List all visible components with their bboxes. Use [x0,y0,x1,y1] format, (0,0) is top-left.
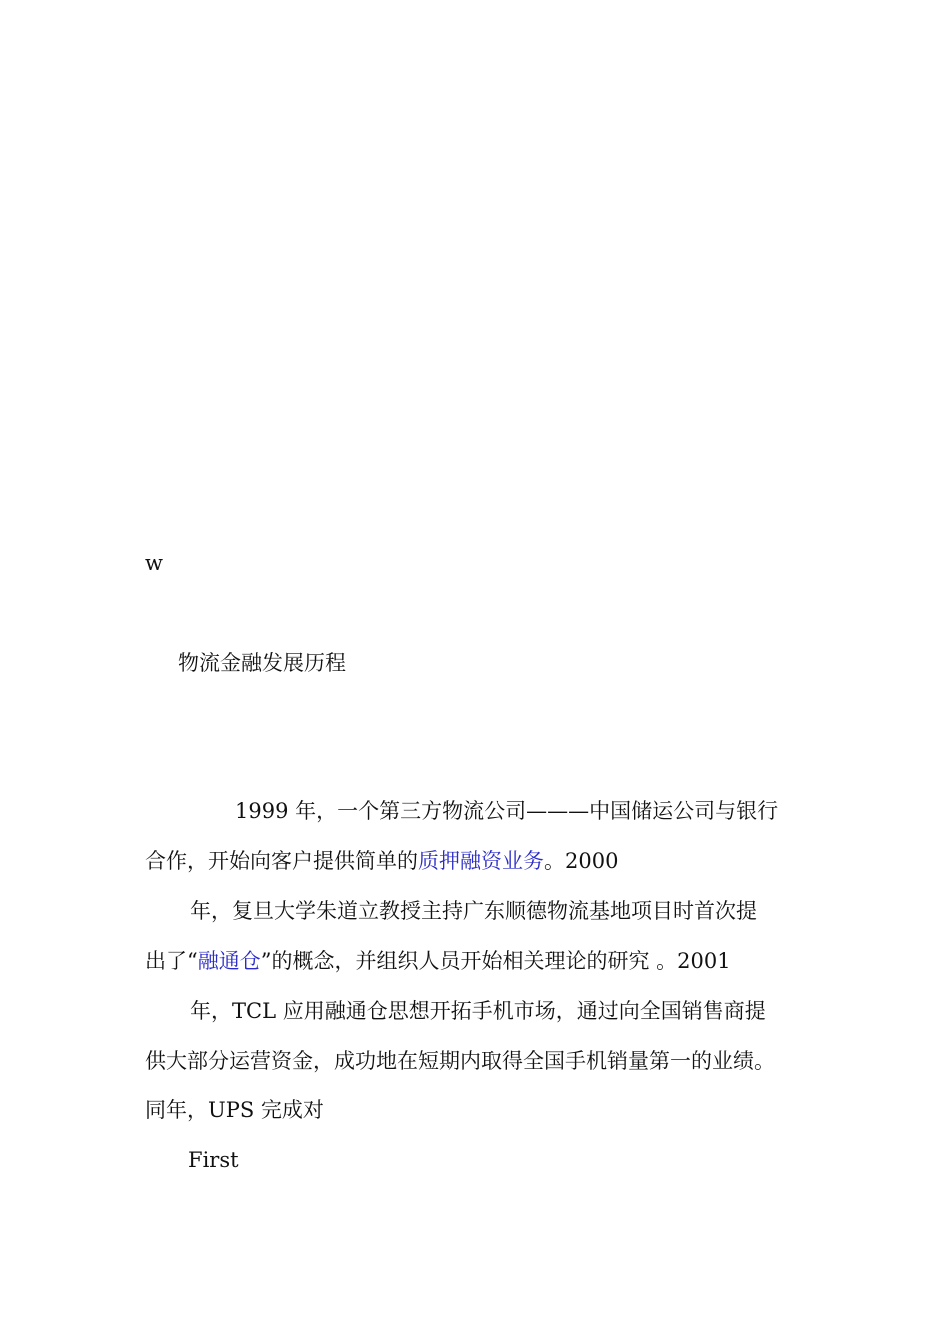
paragraph-line-5: 年，TCL 应用融通仓思想开拓手机市场，通过向全国销售商提 [190,999,766,1023]
paragraph-text: 出了“ [145,949,198,973]
paragraph-line-4 [145,948,731,974]
section-heading: 物流金融发展历程 [178,651,346,675]
pledge-financing-link[interactable]: 质押融资业务 [418,849,544,873]
paragraph-line-3: 年，复旦大学朱道立教授主持广东顺德物流基地项目时首次提 [190,899,757,923]
paragraph-line-6: 供大部分运营资金，成功地在短期内取得全国手机销量第一的业绩。 [145,1049,775,1073]
paragraph-line-7: 同年，UPS 完成对 [145,1098,324,1122]
paragraph-text: 合作，开始向客户提供简单的 [145,849,418,873]
rongtongcang-link[interactable]: 融通仓 [197,949,261,973]
paragraph-line-2 [145,848,618,874]
paragraph-text: ”的概念，并组织人员开始相关理论的研究 。2001 [260,949,731,973]
page-marker: w [145,551,163,575]
paragraph-text: 。2000 [544,849,619,873]
paragraph-line-1: 1999 年，一个第三方物流公司———中国储运公司与银行 [235,799,779,823]
paragraph-line-8: First [188,1148,239,1172]
